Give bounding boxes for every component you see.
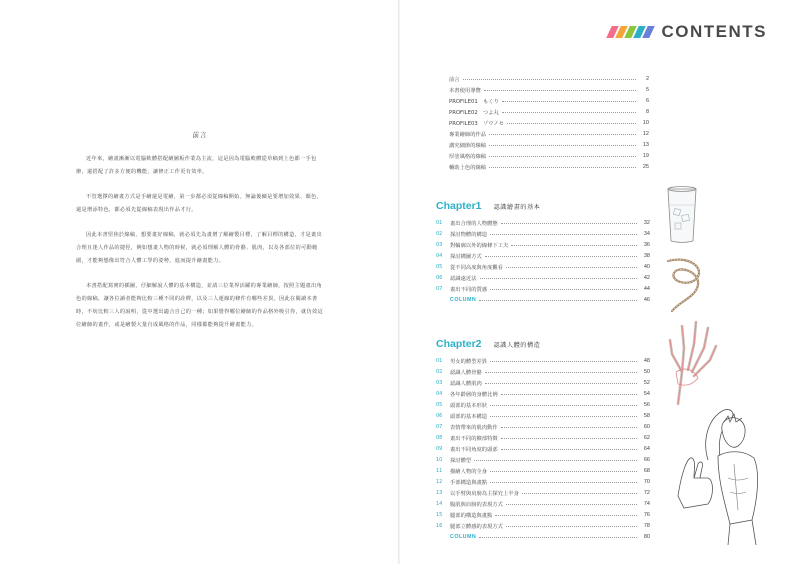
toc-entry-number: 15 [436, 511, 443, 518]
toc-leader-dots [474, 460, 637, 461]
toc-leader-dots [479, 537, 637, 538]
rope-illustration [660, 255, 710, 313]
toc-page-number: 74 [643, 500, 650, 507]
chapter-title: 認識繪畫的基本 [493, 204, 541, 211]
toc-page-number: 60 [643, 423, 650, 430]
toc-entry-label: 對輪廓以外的線條下工夫 [450, 242, 509, 249]
toc-page-number: 54 [643, 390, 650, 397]
toc-entry [436, 454, 650, 465]
toc-page-number: 80 [643, 533, 650, 540]
toc-entry-number: 05 [436, 401, 443, 408]
toc-entry [436, 261, 650, 272]
toc-entry-label: 本書使用導覽 [449, 87, 481, 94]
toc-entry [449, 150, 649, 161]
toc-entry [449, 117, 649, 128]
toc-entry-label: 頭部的基本構造 [450, 413, 488, 420]
toc-leader-dots [501, 449, 637, 450]
toc-page-number: 2 [645, 75, 649, 82]
toc-page-number: 56 [643, 401, 650, 408]
toc-entry-label: 探討構圖方式 [450, 253, 482, 260]
toc-entry-label: 腿部的構造與畫點 [450, 512, 493, 519]
toc-leader-dots [479, 300, 637, 301]
toc-page-number: 42 [643, 274, 650, 281]
toc-entry-number: 02 [436, 230, 443, 237]
preface-paragraph: 不管選擇的繪畫方式是手繪還是電繪，第一步都必須從線稿開始。無論後續是要增加效果、顏色，還是增添特色，都必須先從線稿表現出作品才行。 [76, 194, 322, 213]
toc-entry-label: COLUMN [450, 296, 477, 303]
toc-entry-label: 從不同高度與角度觀看 [450, 264, 503, 271]
toc-leader-dots [485, 256, 637, 257]
toc-entry [436, 355, 650, 366]
page-gutter [398, 0, 400, 564]
chapter-toc-list [436, 217, 650, 305]
toc-entry-label: PROFILE03 ゾウノセ [449, 120, 504, 127]
toc-page-number: 10 [642, 119, 649, 126]
toc-entry [449, 106, 649, 117]
toc-entry [436, 498, 650, 509]
preface-paragraph: 近年來，繪畫漸漸以電腦軟體搭配繪圖板作業為主流，這是因為電腦軟體從草稿到上色都一手包辦，還搭配了許多方便的機能，讓修正工作更有效率。 [76, 156, 317, 175]
toc-entry-number: 02 [436, 368, 443, 375]
chapter-title: 認識人體的構造 [493, 342, 541, 349]
contents-title: CONTENTS [661, 22, 767, 41]
toc-leader-dots [490, 416, 637, 417]
toc-page-number: 76 [643, 511, 650, 518]
toc-entry-number: 11 [436, 467, 443, 474]
toc-entry-label: 前言 [449, 76, 460, 83]
toc-page-number: 12 [642, 130, 649, 137]
toc-entry [449, 73, 649, 84]
toc-entry-label: 描繪人物的全身 [450, 468, 488, 475]
chapter-heading [436, 200, 650, 212]
toc-entry [436, 520, 650, 531]
toc-page-number: 5 [645, 86, 649, 93]
toc-entry-label: 厚塗風格的線稿 [449, 153, 487, 160]
toc-entry-label: 畫出不同的臉部特徵 [450, 435, 498, 442]
toc-entry-label: 腿部立體感的表現方式 [450, 523, 503, 530]
toc-leader-dots [490, 405, 637, 406]
toc-entry [436, 432, 650, 443]
toc-leader-dots [501, 223, 637, 224]
toc-entry [449, 128, 649, 139]
toc-leader-dots [502, 101, 636, 102]
toc-page-number: 44 [643, 285, 650, 292]
toc-leader-dots [507, 123, 636, 124]
toc-entry [436, 228, 650, 239]
glass-illustration [665, 185, 699, 245]
toc-leader-dots [489, 145, 636, 146]
toc-entry [436, 421, 650, 432]
toc-entry-number: 08 [436, 434, 443, 441]
preface-section [76, 130, 324, 344]
toc-leader-dots [485, 372, 637, 373]
toc-leader-dots [490, 361, 637, 362]
toc-entry-label: 探討體型 [450, 457, 472, 464]
chapter-1-section [436, 200, 650, 305]
toc-leader-dots [495, 515, 637, 516]
toc-entry [436, 509, 650, 520]
toc-leader-dots [484, 90, 636, 91]
toc-entry-number: 07 [436, 423, 443, 430]
toc-page-number: 46 [643, 296, 650, 303]
toc-entry [436, 410, 650, 421]
chapter-number: Chapter1 [436, 200, 482, 212]
toc-entry-number: 04 [436, 252, 443, 259]
toc-page-number: 6 [645, 97, 649, 104]
toc-page-number: 58 [643, 412, 650, 419]
toc-entry [436, 443, 650, 454]
chapter-toc-list [436, 355, 650, 542]
toc-entry-label: 講究細節的線稿 [449, 142, 487, 149]
toc-page-number: 68 [643, 467, 650, 474]
toc-entry-number: 12 [436, 478, 443, 485]
stripes-logo-icon [609, 26, 654, 38]
toc-entry-label: 畫出不同的質感 [450, 286, 488, 293]
toc-entry [449, 161, 649, 172]
toc-leader-dots [506, 504, 637, 505]
toc-entry-label: 以手臂與肩膀為主探究上半身 [450, 490, 519, 497]
toc-entry-number: 06 [436, 274, 443, 281]
toc-page-number: 19 [642, 152, 649, 159]
toc-entry-number: 01 [436, 357, 443, 364]
toc-entry [449, 84, 649, 95]
preface-paragraph: 本書搭配寫實的插圖，仔細解說人體的基本構造，並請三位業界活躍的專業繪師，按照主題畫出角色的線稿，讓各位讀者能夠比較三種不同的詮釋，以及三人運線的條件有哪些差異。因此在閱讀本書時，不妨比較三人的說明，從中選出適合自己的一種；如果覺得哪位繪師的作品格外吸引你，就仿效這位繪師的畫作，或是繪製大量自成風格的作品，同樣都能夠提升繪畫能力。 [76, 283, 323, 328]
toc-entry-number: 14 [436, 500, 443, 507]
toc-entry [436, 399, 650, 410]
toc-page-number: 34 [643, 230, 650, 237]
toc-entry-label: PROFILE01 もくり [449, 98, 499, 105]
toc-entry-number: 16 [436, 522, 443, 529]
toc-entry-label: 手部構造與畫點 [450, 479, 488, 486]
toc-leader-dots [463, 79, 636, 80]
toc-page-number: 70 [643, 478, 650, 485]
toc-entry-label: 專業繪師的作品 [449, 131, 487, 138]
chapter-2-section [436, 338, 650, 542]
toc-page-number: 48 [643, 357, 650, 364]
toc-leader-dots [480, 278, 638, 279]
toc-entry-label: 認識人體骨骼 [450, 369, 482, 376]
toc-entry [436, 217, 650, 228]
toc-entry [436, 465, 650, 476]
toc-entry-label: 表情帶來的肌肉動作 [450, 424, 498, 431]
toc-leader-dots [511, 245, 637, 246]
toc-column-entry [436, 294, 650, 305]
toc-entry-number: 10 [436, 456, 443, 463]
toc-entry-number: 07 [436, 285, 443, 292]
chapter-heading [436, 338, 650, 350]
toc-leader-dots [490, 234, 637, 235]
toc-entry [436, 250, 650, 261]
toc-page-number: 62 [643, 434, 650, 441]
toc-entry-number: 13 [436, 489, 443, 496]
toc-page-number: 52 [643, 379, 650, 386]
toc-leader-dots [489, 167, 636, 168]
preface-title: 前言 [192, 131, 208, 139]
toc-leader-dots [522, 493, 637, 494]
toc-entry-number: 04 [436, 390, 443, 397]
toc-page-number: 78 [643, 522, 650, 529]
toc-page-number: 38 [643, 252, 650, 259]
toc-entry-number: 05 [436, 263, 443, 270]
toc-leader-dots [485, 383, 637, 384]
toc-entry-label: 認識遠近法 [450, 275, 477, 282]
toc-entry-number: 01 [436, 219, 443, 226]
toc-leader-dots [506, 267, 637, 268]
toc-entry [436, 487, 650, 498]
toc-entry-label: 畫出合理的人物體態 [450, 220, 498, 227]
toc-entry [449, 95, 649, 106]
toc-entry-label: 頭部的基本形狀 [450, 402, 488, 409]
toc-page-number: 64 [643, 445, 650, 452]
toc-entry [436, 476, 650, 487]
toc-entry-label: 探討物體的構造 [450, 231, 488, 238]
toc-entry-label: 腹肌與肩膀的表現方式 [450, 501, 503, 508]
toc-entry [436, 366, 650, 377]
toc-leader-dots [490, 482, 637, 483]
front-matter-toc [449, 73, 649, 172]
toc-entry [436, 283, 650, 294]
toc-entry-number: 09 [436, 445, 443, 452]
toc-entry-number: 03 [436, 379, 443, 386]
toc-entry-label: 各年齡層的身體比例 [450, 391, 498, 398]
contents-header [609, 22, 768, 42]
toc-entry [436, 239, 650, 250]
toc-leader-dots [489, 156, 636, 157]
toc-entry-label: 輔助上色的線稿 [449, 164, 487, 171]
toc-entry [436, 272, 650, 283]
toc-leader-dots [490, 289, 637, 290]
toc-page-number: 40 [643, 263, 650, 270]
toc-entry-label: 男女的體型差異 [450, 358, 488, 365]
toc-page-number: 66 [643, 456, 650, 463]
toc-leader-dots [489, 134, 636, 135]
toc-leader-dots [490, 471, 637, 472]
toc-leader-dots [501, 394, 637, 395]
toc-entry [436, 388, 650, 399]
toc-column-entry [436, 531, 650, 542]
toc-entry [449, 139, 649, 150]
toc-entry-number: 06 [436, 412, 443, 419]
toc-entry [436, 377, 650, 388]
toc-entry-label: 畫出不同角度的頭部 [450, 446, 498, 453]
toc-entry-label: PROFILE02 つよ丸 [449, 109, 499, 116]
toc-leader-dots [501, 438, 637, 439]
toc-page-number: 36 [643, 241, 650, 248]
toc-page-number: 25 [642, 163, 649, 170]
toc-page-number: 8 [645, 108, 649, 115]
toc-entry-label: COLUMN [450, 533, 477, 540]
toc-leader-dots [506, 526, 637, 527]
toc-page-number: 50 [643, 368, 650, 375]
toc-entry-label: 認識人體肌肉 [450, 380, 482, 387]
male-figure-illustration [668, 400, 768, 545]
chapter-number: Chapter2 [436, 338, 482, 350]
toc-entry-number: 03 [436, 241, 443, 248]
toc-page-number: 72 [643, 489, 650, 496]
toc-page-number: 32 [643, 219, 650, 226]
hand-skeleton-illustration [664, 318, 722, 408]
toc-page-number: 13 [642, 141, 649, 148]
toc-leader-dots [502, 112, 636, 113]
preface-paragraph: 因此本書堅焦於線稿，想要畫好線稿，就必須先為畫增了解繪製目標，了解目標的構造，才是畫出合理且迷人作品的捷徑，例如想畫人物的時候，就必須理解人體的骨骼、肌肉，以及各部位的可動範圍，才能夠想像出符合人體工學的姿勢，進而提升繪畫能力。 [76, 232, 322, 264]
toc-leader-dots [501, 427, 637, 428]
